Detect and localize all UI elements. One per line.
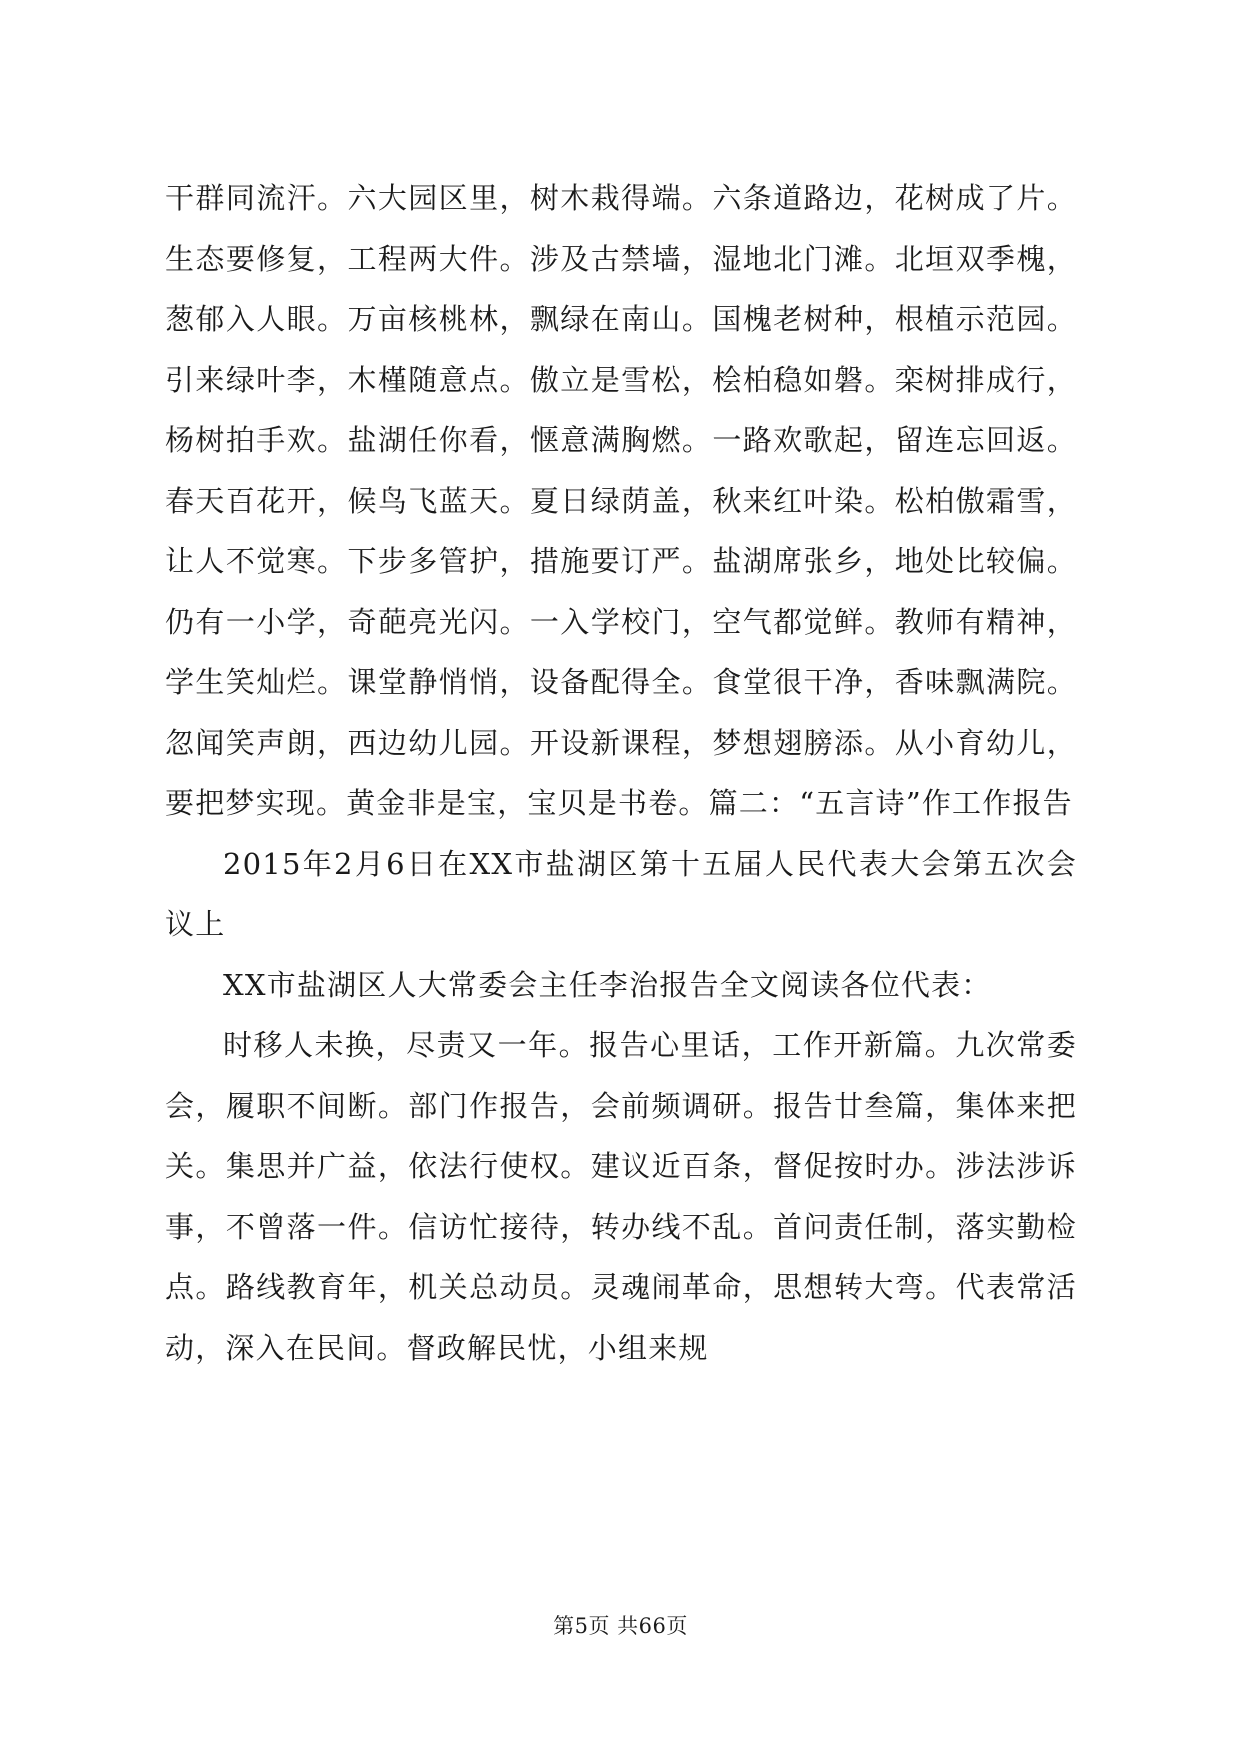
paragraph-3: XX市盐湖区人大常委会主任李治报告全文阅读各位代表： (223, 967, 992, 1002)
page-number: 第5页 共66页 (553, 1614, 688, 1638)
document-body (165, 168, 1077, 1378)
paragraph-2: 2015年2月6日在XX市盐湖区第十五届人民代表大会第五次会议上 (165, 846, 1077, 941)
paragraph-4: 时移人未换，尽责又一年。报告心里话，工作开新篇。九次常委会，履职不间断。部门作报告，会前频调研。报告廿叁篇，集体来把关。集思并广益，依法行使权。建议近百条，督促按时办。涉法涉诉事，不曾落一件。信访忙接待，转办线不乱。首问责任制，落实勤检点。路线教育年，机关总动员。灵魂闹革命，思想转大弯。代表常活动，深入在民间。督政解民忧，小组来规 (165, 1028, 1077, 1365)
page-footer (0, 1610, 1241, 1640)
paragraph-1: 干群同流汗。六大园区里，树木栽得端。六条道路边，花树成了片。生态要修复，工程两大件。涉及古禁墙，湿地北门滩。北垣双季槐，葱郁入人眼。万亩核桃林，飘绿在南山。国槐老树种，根植示范园。引来绿叶李，木槿随意点。傲立是雪松，桧柏稳如磐。栾树排成行，杨树拍手欢。盐湖任你看，惬意满胸燃。一路欢歌起，留连忘回返。春天百花开，候鸟飞蓝天。夏日绿荫盖，秋来红叶染。松柏傲霜雪，让人不觉寒。下步多管护，措施要订严。盐湖席张乡，地处比较偏。仍有一小学，奇葩亮光闪。一入学校门，空气都觉鲜。教师有精神，学生笑灿烂。课堂静悄悄，设备配得全。食堂很干净，香味飘满院。忽闻笑声朗，西边幼儿园。开设新课程，梦想翅膀添。从小育幼儿，要把梦实现。黄金非是宝，宝贝是书卷。篇二：“五言诗”作工作报告 (165, 181, 1077, 820)
